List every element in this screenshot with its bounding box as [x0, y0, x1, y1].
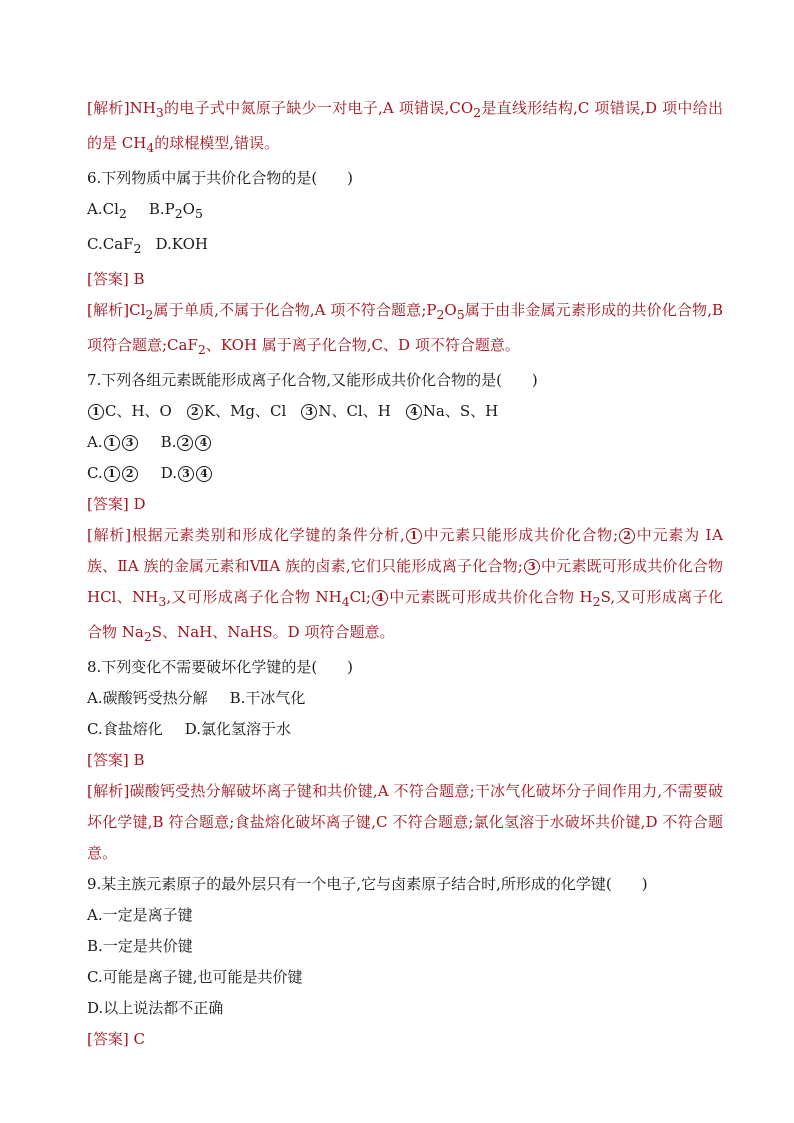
q6-options-ab: $A.Cl_2$ $B.P_2O_5$: [87, 200, 203, 221]
q8-options-cd: C.食盐熔化 D.氯化氢溶于水: [87, 720, 291, 738]
circled-number-3: 3: [301, 404, 317, 420]
q9-option-d: D.以上说法都不正确: [87, 999, 224, 1017]
q9-stem: 9.某主族元素原子的最外层只有一个电子,它与卤素原子结合时,所形成的化学键( ): [87, 875, 648, 893]
circled-number-4: 4: [406, 404, 422, 420]
q8-analysis: [解析]碳酸钙受热分解破坏离子键和共价键,A 不符合题意;干冰气化破坏分子间作用力,不需要破坏化学键,B 符合题意;食盐熔化破坏离子键,C 不符合题意;氯化氢溶于水破坏共价键,D 不符合题意。: [87, 782, 723, 862]
q7-analysis: [解析]根据元素类别和形成化学键的条件分析, 1 中元素只能形成共价化合物; 2 中元素为 ⅠA 族、ⅡA 族的金属元素和ⅦA 族的卤素,它们只能形成离子化合物; 3 中元素既可形成共价化合物 HCl、$NH_3$,又可形成离子化合物 $NH_4Cl$; 4 中元素既可形成共价化合物 $H_2S$,又可形成离子化合物 $Na_2S$、NaH、NaHS。D 项符合题意。: [87, 526, 724, 644]
q7-answer: [答案] D: [87, 495, 146, 513]
q7-options-cd: C. 1 2 D. 3 4: [87, 458, 723, 489]
q6-stem: 6.下列物质中属于共价化合物的是( ): [87, 169, 354, 187]
q7-groups: 1 C、H、O 2 K、Mg、Cl 3 N、Cl、H 4 Na、S、H: [87, 396, 723, 427]
q6-analysis: [解析]$Cl_2$属于单质,不属于化合物,A 项不符合题意$;P_2O_5$属于由非金属元素形成的共价化合物,B 项符合题意;CaF$_2$、KOH 属于离子化合物,C、D 项不符合题意。: [87, 301, 723, 357]
q8-stem: 8.下列变化不需要破坏化学键的是( ): [87, 658, 354, 676]
circled-number-2: 2: [187, 404, 203, 420]
q9-option-a: A.一定是离子键: [87, 906, 193, 924]
q7-stem: 7.下列各组元素既能形成离子化合物,又能形成共价化合物的是( ): [87, 371, 538, 389]
q6-answer: [答案] B: [87, 270, 145, 288]
q9-option-c: C.可能是离子键,也可能是共价键: [87, 968, 303, 986]
q6-options-cd: C.CaF$_2$ D.KOH: [87, 235, 208, 256]
q7-options-ab: A. 1 3 B. 2 4: [87, 427, 723, 458]
circled-number-1: 1: [88, 404, 104, 420]
q8-answer: [答案] B: [87, 751, 145, 769]
q9-option-b: B.一定是共价键: [87, 937, 193, 955]
page-content: [87, 93, 723, 1055]
q5-analysis: [解析]$NH_3$的电子式中氮原子缺少一对电子,A 项错误$,CO_2$是直线形结构,C 项错误,D 项中给出的是 $CH_4$的球棍模型,错误。: [87, 99, 723, 155]
q8-options-ab: A.碳酸钙受热分解 B.干冰气化: [87, 689, 306, 707]
q9-answer: [答案] C: [87, 1030, 145, 1048]
